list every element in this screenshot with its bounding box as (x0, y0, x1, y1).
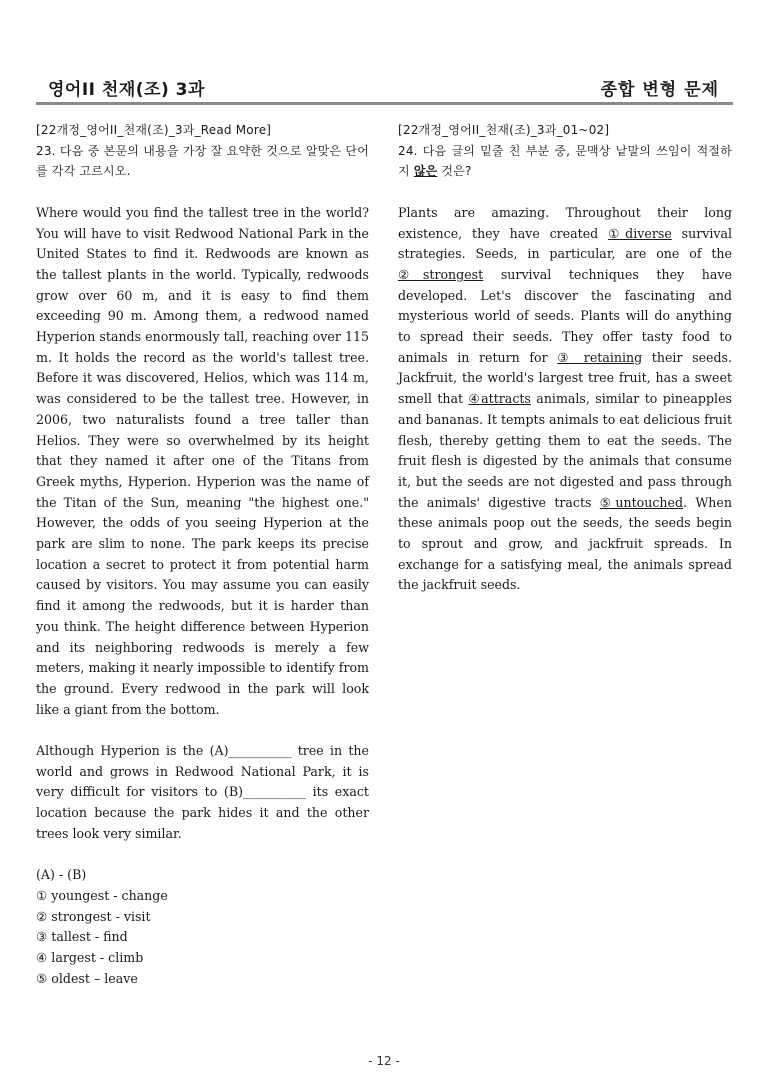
reading-passage: Where would you find the tallest tree in the world? You will have to visit Redwood National Park in the United States to find it. Redwoods are known as the tallest plants in the world. Typically, redwoods grow over 60 m, and it is easy to find them exceeding 90 m. Among them, a redwood named Hyperion stands enormously tall, reaching over 115 m. It holds the record as the world's tallest tree. Before it was discovered, Helios, which was 114 m, was considered to be the tallest tree. However, in 2006, two naturalists found a tree taller than Helios. They were so overwhelmed by its height that they named it after one of the Titans from Greek myths, Hyperion. Hyperion was the name of the Titan of the Sun, meaning "the highest one." However, the odds of you seeing Hyperion at the park are slim to none. The park keeps its precise location a secret to protect it from potential harm caused by visitors. You may assume you can easily find it among the redwoods, but it is harder than you think. The height difference between Hyperion and its neighboring redwoods is merely a few meters, making it nearly impossible to identify from the ground. Every redwood in the park will look like a giant from the bottom. (36, 204, 369, 717)
source-tag: [22개정_영어II_천재(조)_3과_01~02] (398, 123, 610, 137)
emphasis-not: 않은 (413, 164, 438, 179)
question-23-column (36, 120, 369, 989)
answer-option-1: ① youngest - change (36, 887, 168, 903)
answer-option-5: ⑤ oldest – leave (36, 970, 138, 986)
reading-passage: Plants are amazing. Throughout their long existence, they have created ①diverse survival strategies. Seeds, in particular, are one of the ②strongest survival techniques they have developed. Let's discover the fascinating and mysterious world of seeds. Plants will do anything to spread their seeds. They offer tasty food to animals in return for ③ retaining their seeds. Jackfruit, the world's largest tree fruit, has a sweet smell that ④attracts animals, similar to pineapples and bananas. It tempts animals to eat delicious fruit flesh, thereby getting them to eat the seeds. The fruit flesh is digested by the animals that consume it, but the seeds are not digested and pass through the animals' digestive tracts ⑤untouched. When these animals poop out the seeds, the seeds begin to sprout and grow, and jackfruit spreads. In exchange for a satisfying meal, the animals spread the jackfruit seeds. (398, 204, 733, 593)
question-prompt: 24. 다음 글의 밑줄 친 부분 중, 문맥상 낱말의 쓰임이 적절하지 않은 것은? (398, 143, 732, 179)
answer-option-3: ③ tallest - find (36, 929, 128, 945)
underlined-choice-2: ②strongest (398, 266, 484, 282)
question-prompt: 23. 다음 중 본문의 내용을 가장 잘 요약한 것으로 알맞은 단어를 각각 고르시오. (36, 143, 369, 179)
header-divider (36, 102, 733, 105)
summary-sentence: Although Hyperion is the (A)__________ tree in the world and grows in Redwood National Park, it is very difficult for visitors to (B)__________ its exact location because the park hides it and the other trees look very similar. (36, 743, 369, 841)
lesson-title: 영어II 천재(조) 3과 (48, 80, 205, 100)
underlined-choice-5: ⑤untouched (599, 494, 684, 510)
underlined-choice-4: ④attracts (468, 391, 531, 407)
underlined-choice-3: ③ retaining (557, 349, 643, 365)
section-title: 종합 변형 문제 (600, 80, 719, 100)
answer-option-2: ② strongest - visit (36, 908, 151, 924)
underlined-choice-1: ①diverse (608, 225, 672, 241)
options-header: (A) - (B) (36, 867, 87, 883)
page-header (36, 72, 733, 102)
question-24-column (398, 120, 732, 596)
source-tag: [22개정_영어II_천재(조)_3과_Read More] (36, 123, 272, 137)
page-number: - 12 - (368, 1054, 400, 1068)
answer-option-4: ④ largest - climb (36, 950, 144, 966)
